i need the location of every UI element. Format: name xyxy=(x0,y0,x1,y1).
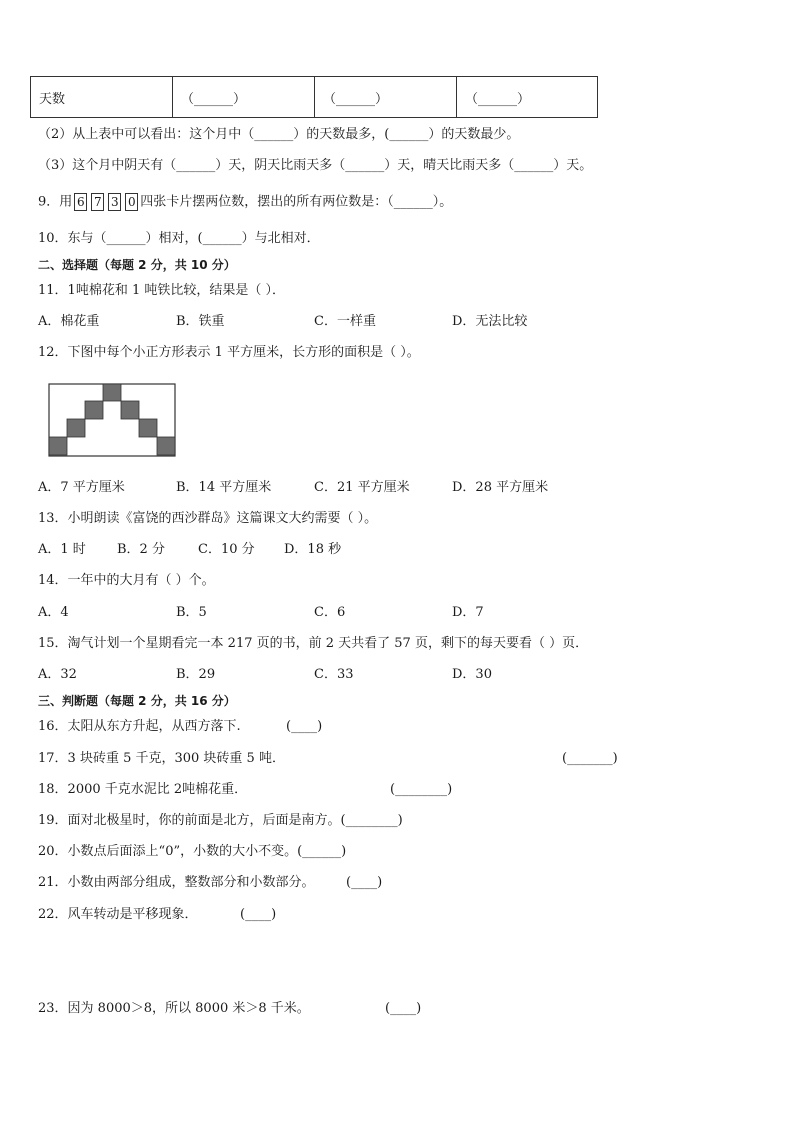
q19: 19．面对北极星时，你的前面是北方，后面是南方。(________) xyxy=(38,813,403,828)
q12-option-d[interactable]: D．28 平方厘米 xyxy=(452,480,549,495)
q14: 14．一年中的大月有（ ）个。 xyxy=(38,573,215,588)
q8-part2: （2）从上表中可以看出：这个月中（______）的天数最多，(______）的天数最少。 xyxy=(38,127,520,142)
q14-option-d[interactable]: D．7 xyxy=(452,605,484,620)
q15: 15．淘气计划一个星期看完一本 217 页的书，前 2 天共看了 57 页，剩下的每天要看（ ）页． xyxy=(38,636,589,651)
q23-answer-blank[interactable]: (____) xyxy=(385,1001,422,1016)
q9-suffix: 四张卡片摆两位数，摆出的所有两位数是：（______）。 xyxy=(140,194,453,210)
blank-cell-2[interactable]: （______） xyxy=(315,77,457,118)
blank-cell-3[interactable]: （______） xyxy=(457,77,598,118)
blank-cell-1[interactable]: （______） xyxy=(173,77,315,118)
q9 xyxy=(38,193,452,212)
q8-part3: （3）这个月中阴天有（______）天，阴天比雨天多（______）天，晴天比雨天多（______）天。 xyxy=(38,158,593,173)
q11-option-d[interactable]: D．无法比较 xyxy=(452,314,528,329)
days-table xyxy=(30,76,598,118)
q14-option-b[interactable]: B．5 xyxy=(176,605,207,620)
number-card-3: 3 xyxy=(108,193,121,211)
q12-option-c[interactable]: C．21 平方厘米 xyxy=(314,480,410,495)
q13-option-a[interactable]: A．1 时 xyxy=(38,542,86,557)
q11-option-c[interactable]: C．一样重 xyxy=(314,314,376,329)
q15-option-a[interactable]: A．32 xyxy=(38,667,77,682)
q22-answer-blank[interactable]: (____) xyxy=(240,907,277,922)
q13-option-b[interactable]: B．2 分 xyxy=(117,542,165,557)
q13: 13．小明朗读《富饶的西沙群岛》这篇课文大约需要（ ）。 xyxy=(38,511,378,526)
q18-answer-blank[interactable]: (________) xyxy=(390,782,453,797)
number-card-1: 6 xyxy=(74,193,87,211)
q14-option-a[interactable]: A．4 xyxy=(38,605,69,620)
q10: 10．东与（______）相对，(______）与北相对． xyxy=(38,231,320,246)
row-label: 天数 xyxy=(31,77,173,118)
q11: 11．1吨棉花和 1 吨铁比较，结果是（ ）． xyxy=(38,283,285,298)
q16: 16．太阳从东方升起，从西方落下. xyxy=(38,719,241,734)
q11-option-a[interactable]: A．棉花重 xyxy=(38,314,100,329)
table-row xyxy=(31,77,598,118)
q16-answer-blank[interactable]: (____) xyxy=(286,719,323,734)
q21-answer-blank[interactable]: (____) xyxy=(346,875,383,890)
q12-option-b[interactable]: B．14 平方厘米 xyxy=(176,480,272,495)
q21: 21．小数由两部分组成，整数部分和小数部分。 xyxy=(38,875,315,890)
number-card-4: 0 xyxy=(125,193,138,211)
q15-option-c[interactable]: C．33 xyxy=(314,667,354,682)
q11-option-b[interactable]: B．铁重 xyxy=(176,314,225,329)
number-card-2: 7 xyxy=(91,193,104,211)
q23: 23．因为 8000＞8，所以 8000 米＞8 千米。 xyxy=(38,1001,310,1016)
section-2-heading: 二、选择题（每题 2 分，共 10 分） xyxy=(38,258,236,272)
q15-option-b[interactable]: B．29 xyxy=(176,667,216,682)
q17: 17．3 块砖重 5 千克，300 块砖重 5 吨． xyxy=(38,751,285,766)
q18: 18．2000 千克水泥比 2吨棉花重． xyxy=(38,782,248,797)
q13-option-d[interactable]: D．18 秒 xyxy=(284,542,342,557)
q20: 20．小数点后面添上“0”，小数的大小不变。(______) xyxy=(38,844,347,859)
q14-option-c[interactable]: C．6 xyxy=(314,605,346,620)
q13-option-c[interactable]: C．10 分 xyxy=(198,542,255,557)
section-3-heading: 三、判断题（每题 2 分，共 16 分） xyxy=(38,694,236,708)
q9-prefix: 9．用 xyxy=(38,194,73,210)
q17-answer-blank[interactable]: (_______) xyxy=(562,751,618,766)
staircase-figure xyxy=(48,383,176,457)
q12: 12．下图中每个小正方形表示 1 平方厘米，长方形的面积是（ ）。 xyxy=(38,345,420,360)
q15-option-d[interactable]: D．30 xyxy=(452,667,492,682)
q22: 22．风车转动是平移现象． xyxy=(38,907,198,922)
q12-option-a[interactable]: A．7 平方厘米 xyxy=(38,480,125,495)
